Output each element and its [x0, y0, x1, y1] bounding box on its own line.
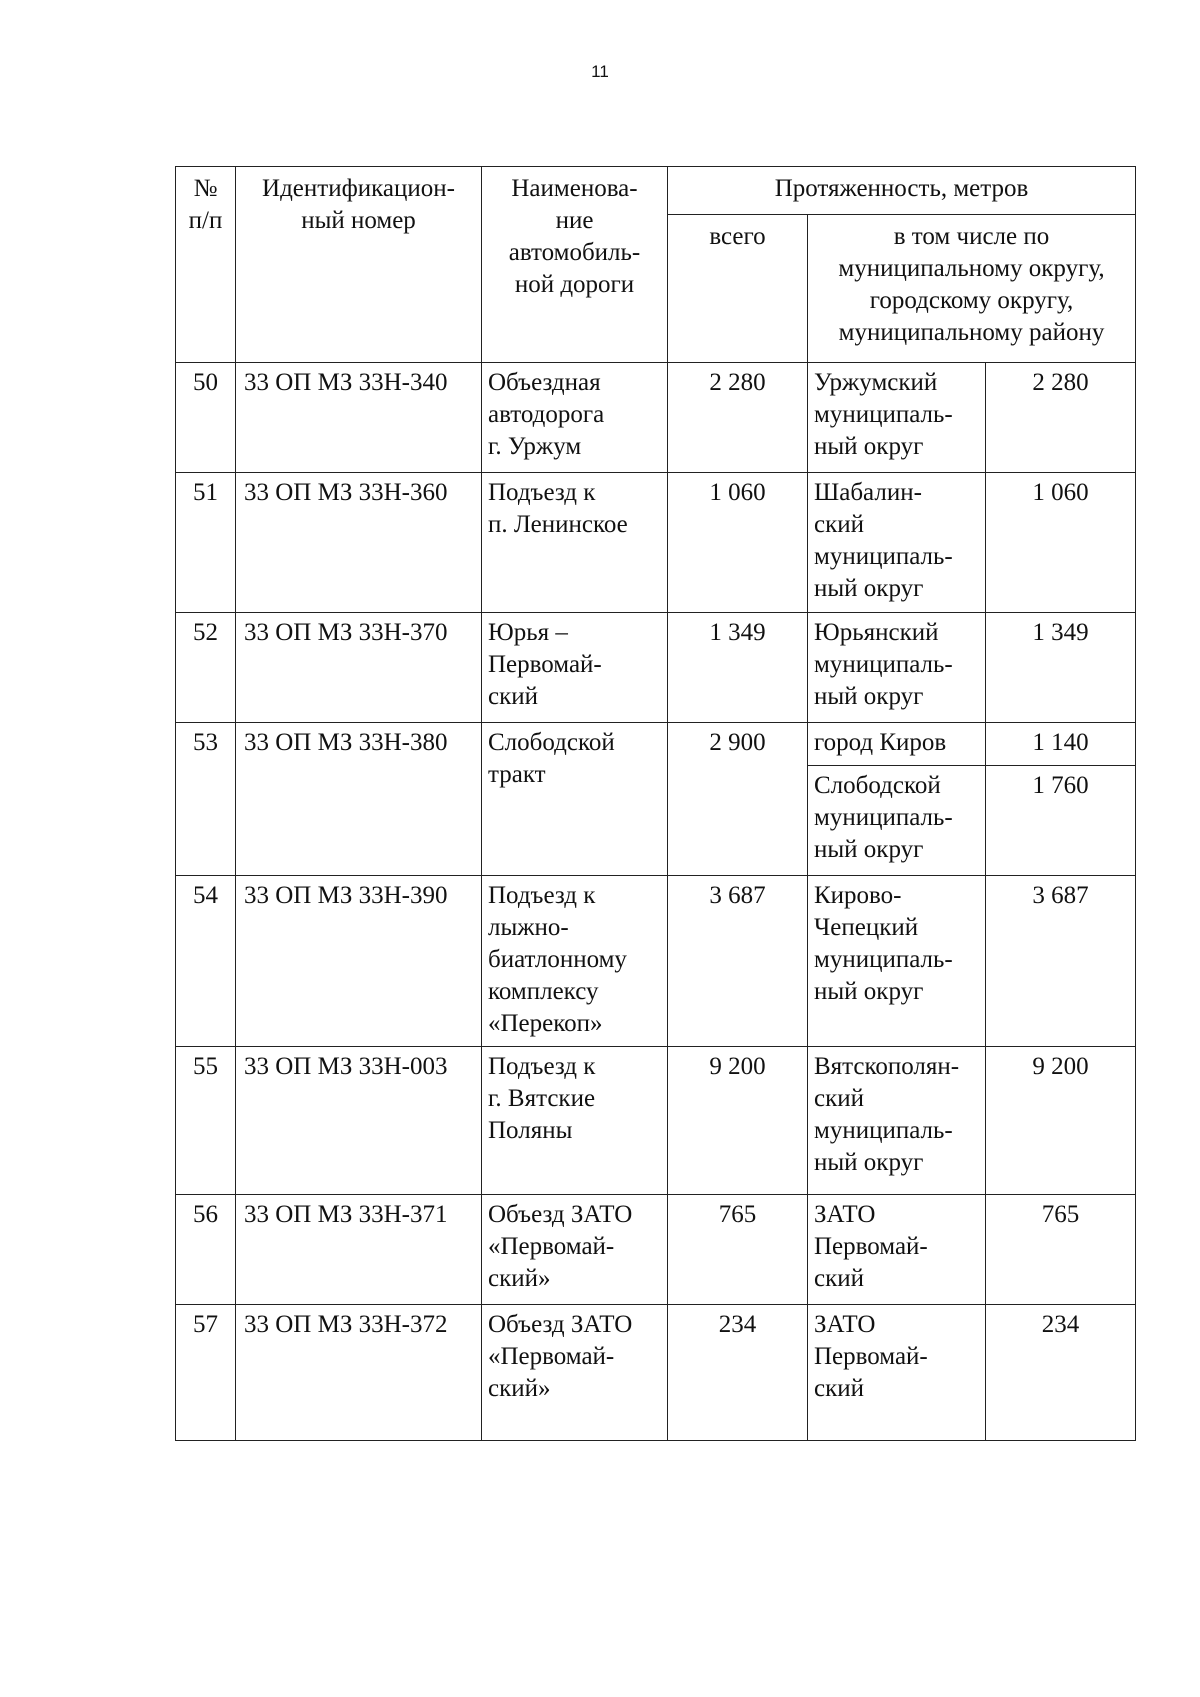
- table-body: [176, 363, 1136, 1441]
- row-road-name: Подъезд к п. Ленинское: [482, 473, 668, 613]
- row-total-length: 3 687: [668, 876, 808, 1047]
- table-row: [176, 613, 1136, 723]
- row-number: 55: [176, 1047, 236, 1195]
- table-row: [176, 1305, 1136, 1441]
- row-district-name: Юрьянский муниципаль- ный округ: [808, 613, 986, 723]
- header-id: Идентификацион- ный номер: [236, 167, 482, 363]
- row-district-length: 2 280: [986, 363, 1136, 473]
- page-number: 11: [591, 62, 609, 81]
- row-total-length: 2 900: [668, 723, 808, 876]
- row-district-name: Уржумский муниципаль- ный округ: [808, 363, 986, 473]
- table-row: [176, 1047, 1136, 1195]
- row-district-name: Кирово- Чепецкий муниципаль- ный округ: [808, 876, 986, 1047]
- row-district-length: 234: [986, 1305, 1136, 1441]
- row-road-name: Объезд ЗАТО «Первомай- ский»: [482, 1195, 668, 1305]
- row-road-name: Объезд ЗАТО «Первомай- ский»: [482, 1305, 668, 1441]
- row-total-length: 2 280: [668, 363, 808, 473]
- row-road-name: Объездная автодорога г. Уржум: [482, 363, 668, 473]
- row-total-length: 765: [668, 1195, 808, 1305]
- row-number: 56: [176, 1195, 236, 1305]
- row-district-name: Вятскополян- ский муниципаль- ный округ: [808, 1047, 986, 1195]
- row-road-name: Юрья – Первомай- ский: [482, 613, 668, 723]
- row-identifier: 33 ОП МЗ 33Н-390: [236, 876, 482, 1047]
- row-number: 51: [176, 473, 236, 613]
- row-road-name: Слободской тракт: [482, 723, 668, 876]
- table-row: [176, 473, 1136, 613]
- row-identifier: 33 ОП МЗ 33Н-360: [236, 473, 482, 613]
- header-total: всего: [668, 215, 808, 363]
- row-district-name: ЗАТО Первомай- ский: [808, 1305, 986, 1441]
- row-district-name: ЗАТО Первомай- ский: [808, 1195, 986, 1305]
- row-district-length: 1 060: [986, 473, 1136, 613]
- row-identifier: 33 ОП МЗ 33Н-003: [236, 1047, 482, 1195]
- table-row: [176, 723, 1136, 766]
- table-row: [176, 876, 1136, 1047]
- table-row: [176, 1195, 1136, 1305]
- row-district-length: 1 760: [986, 766, 1136, 876]
- row-identifier: 33 ОП МЗ 33Н-372: [236, 1305, 482, 1441]
- header-length: Протяженность, метров: [668, 167, 1136, 215]
- row-identifier: 33 ОП МЗ 33Н-371: [236, 1195, 482, 1305]
- row-total-length: 234: [668, 1305, 808, 1441]
- row-district-name: Шабалин- ский муниципаль- ный округ: [808, 473, 986, 613]
- row-district-name: город Киров: [808, 723, 986, 766]
- row-district-length: 1 140: [986, 723, 1136, 766]
- row-district-length: 9 200: [986, 1047, 1136, 1195]
- row-total-length: 1 349: [668, 613, 808, 723]
- row-road-name: Подъезд к г. Вятские Поляны: [482, 1047, 668, 1195]
- row-number: 53: [176, 723, 236, 876]
- row-number: 50: [176, 363, 236, 473]
- row-district-name: Слободской муниципаль- ный округ: [808, 766, 986, 876]
- row-district-length: 765: [986, 1195, 1136, 1305]
- row-total-length: 1 060: [668, 473, 808, 613]
- row-identifier: 33 ОП МЗ 33Н-370: [236, 613, 482, 723]
- table-row: [176, 363, 1136, 473]
- row-district-length: 1 349: [986, 613, 1136, 723]
- row-number: 52: [176, 613, 236, 723]
- row-number: 57: [176, 1305, 236, 1441]
- roads-table: [175, 166, 1136, 1441]
- row-road-name: Подъезд к лыжно- биатлонному комплексу «Перекоп»: [482, 876, 668, 1047]
- header-name: Наименова- ние автомобиль- ной дороги: [482, 167, 668, 363]
- row-number: 54: [176, 876, 236, 1047]
- header-num: № п/п: [176, 167, 236, 363]
- header-including: в том числе по муниципальному округу, городскому округу, муниципальному району: [808, 215, 1136, 363]
- row-total-length: 9 200: [668, 1047, 808, 1195]
- row-identifier: 33 ОП МЗ 33Н-380: [236, 723, 482, 876]
- row-identifier: 33 ОП МЗ 33Н-340: [236, 363, 482, 473]
- row-district-length: 3 687: [986, 876, 1136, 1047]
